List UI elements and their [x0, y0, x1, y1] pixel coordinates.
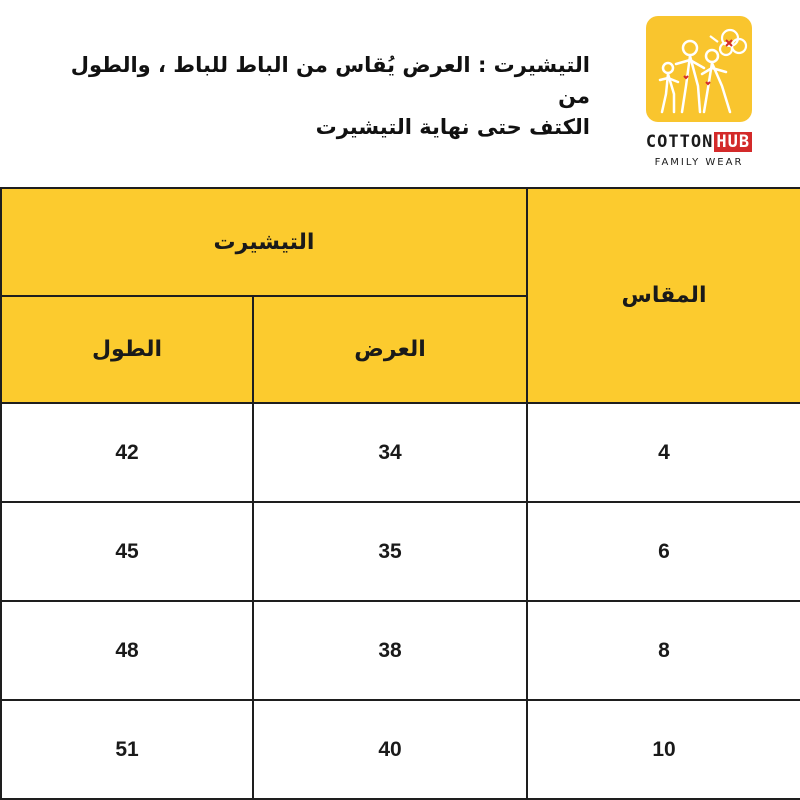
length-cell: 48 [1, 601, 253, 700]
size-cell: 10 [527, 700, 800, 799]
measurement-note-line-1: التيشيرت : العرض يُقاس من الباط للباط ، والطول من [70, 53, 590, 108]
size-column-header: المقاس [527, 188, 800, 403]
length-column-header: الطول [1, 296, 253, 403]
brand-name [634, 132, 764, 152]
measurement-note [40, 50, 590, 143]
width-cell: 40 [253, 700, 527, 799]
table-row [1, 502, 800, 601]
width-column-header: العرض [253, 296, 527, 403]
cotton-hub-logo [634, 14, 764, 174]
size-cell: 6 [527, 502, 800, 601]
size-cell: 8 [527, 601, 800, 700]
tshirt-group-header: التيشيرت [1, 188, 527, 296]
length-cell: 51 [1, 700, 253, 799]
length-cell: 42 [1, 403, 253, 502]
brand-name-accent: HUB [716, 132, 751, 152]
family-cotton-logo-icon [646, 16, 752, 122]
table-row [1, 601, 800, 700]
length-cell: 45 [1, 502, 253, 601]
table-row [1, 700, 800, 799]
brand-name-main: COTTON [645, 132, 714, 152]
size-cell: 4 [527, 403, 800, 502]
table-row [1, 403, 800, 502]
width-cell: 34 [253, 403, 527, 502]
width-cell: 38 [253, 601, 527, 700]
size-chart-table [0, 187, 800, 800]
brand-tagline: FAMILY WEAR [654, 157, 744, 168]
width-cell: 35 [253, 502, 527, 601]
measurement-note-line-2: الكتف حتى نهاية التيشيرت [315, 115, 590, 139]
